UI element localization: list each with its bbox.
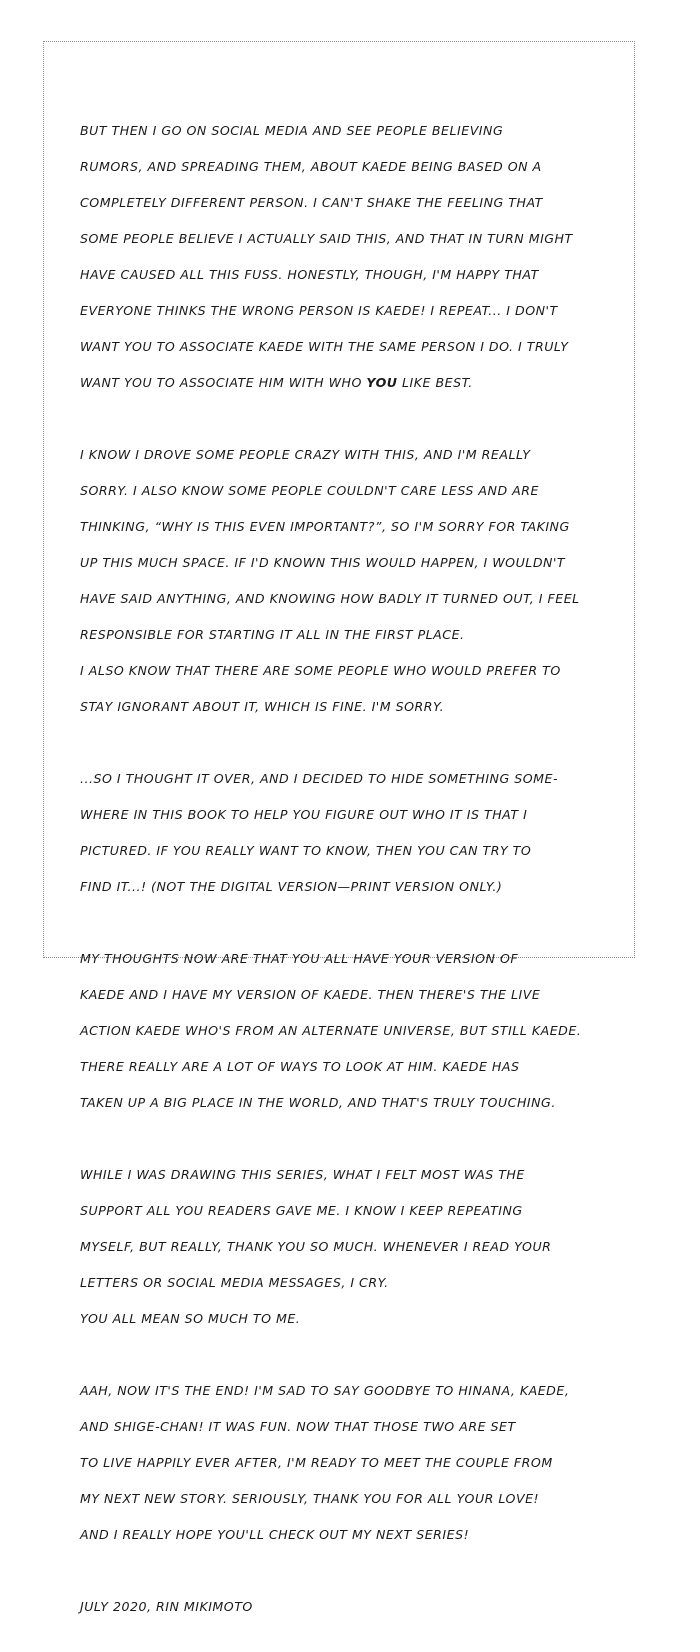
text-line: HAVE CAUSED ALL THIS FUSS. HONESTLY, THOUGH, I'M HAPPY THAT — [80, 267, 539, 282]
text-line: YOU ALL MEAN SO MUCH TO ME. — [80, 1311, 301, 1326]
paragraph-1 — [80, 104, 625, 410]
emphasized-word: YOU — [366, 375, 398, 390]
text-line: ACTION KAEDE WHO'S FROM AN ALTERNATE UNIVERSE, BUT STILL KAEDE. — [80, 1023, 582, 1038]
paragraph-5 — [80, 1148, 625, 1346]
text-line: WANT YOU TO ASSOCIATE KAEDE WITH THE SAME PERSON I DO. I TRULY — [80, 339, 569, 354]
text-line: COMPLETELY DIFFERENT PERSON. I CAN'T SHAKE THE FEELING THAT — [80, 195, 543, 210]
text-line: RESPONSIBLE FOR STARTING IT ALL IN THE FIRST PLACE. — [80, 627, 465, 642]
text-line: THERE REALLY ARE A LOT OF WAYS TO LOOK AT HIM. KAEDE HAS — [80, 1059, 520, 1074]
paragraph-4 — [80, 932, 625, 1130]
text-line: WHERE IN THIS BOOK TO HELP YOU FIGURE OUT WHO IT IS THAT I — [80, 807, 528, 822]
text-line: MY THOUGHTS NOW ARE THAT YOU ALL HAVE YOUR VERSION OF — [80, 951, 519, 966]
text-line: SUPPORT ALL YOU READERS GAVE ME. I KNOW I KEEP REPEATING — [80, 1203, 523, 1218]
text-line: RUMORS, AND SPREADING THEM, ABOUT KAEDE BEING BASED ON A — [80, 159, 542, 174]
text-line: PICTURED. IF YOU REALLY WANT TO KNOW, THEN YOU CAN TRY TO — [80, 843, 532, 858]
text-line: MY NEXT NEW STORY. SERIOUSLY, THANK YOU FOR ALL YOUR LOVE! — [80, 1491, 540, 1506]
text-line: MYSELF, BUT REALLY, THANK YOU SO MUCH. WHENEVER I READ YOUR — [80, 1239, 552, 1254]
text-line: ...SO I THOUGHT IT OVER, AND I DECIDED TO HIDE SOMETHING SOME- — [80, 771, 558, 786]
text-line: EVERYONE THINKS THE WRONG PERSON IS KAEDE! I REPEAT... I DON'T — [80, 303, 558, 318]
text-line: I ALSO KNOW THAT THERE ARE SOME PEOPLE WHO WOULD PREFER TO — [80, 663, 561, 678]
text-line: BUT THEN I GO ON SOCIAL MEDIA AND SEE PEOPLE BELIEVING — [80, 123, 504, 138]
text-line: UP THIS MUCH SPACE. IF I'D KNOWN THIS WOULD HAPPEN, I WOULDN'T — [80, 555, 566, 570]
text-line: KAEDE AND I HAVE MY VERSION OF KAEDE. THEN THERE'S THE LIVE — [80, 987, 541, 1002]
text-segment: LIKE BEST. — [397, 375, 473, 390]
text-line: WHILE I WAS DRAWING THIS SERIES, WHAT I FELT MOST WAS THE — [80, 1167, 525, 1182]
paragraph-2 — [80, 428, 625, 734]
text-line: SOME PEOPLE BELIEVE I ACTUALLY SAID THIS, AND THAT IN TURN MIGHT — [80, 231, 573, 246]
text-line: FIND IT...! (NOT THE DIGITAL VERSION—PRINT VERSION ONLY.) — [80, 879, 503, 894]
text-line: STAY IGNORANT ABOUT IT, WHICH IS FINE. I'M SORRY. — [80, 699, 445, 714]
signature-text: JULY 2020, RIN MIKIMOTO — [80, 1599, 253, 1614]
text-line: TO LIVE HAPPILY EVER AFTER, I'M READY TO MEET THE COUPLE FROM — [80, 1455, 553, 1470]
text-line: AAH, NOW IT'S THE END! I'M SAD TO SAY GOODBYE TO HINANA, KAEDE, — [80, 1383, 570, 1398]
paragraph-6 — [80, 1364, 625, 1562]
text-segment: WANT YOU TO ASSOCIATE HIM WITH WHO — [80, 375, 367, 390]
paragraph-3 — [80, 752, 625, 914]
text-line: I KNOW I DROVE SOME PEOPLE CRAZY WITH THIS, AND I'M REALLY — [80, 447, 531, 462]
text-line — [80, 374, 625, 392]
text-line: AND I REALLY HOPE YOU'LL CHECK OUT MY NEXT SERIES! — [80, 1527, 470, 1542]
text-line: LETTERS OR SOCIAL MEDIA MESSAGES, I CRY. — [80, 1275, 389, 1290]
signature — [80, 1580, 625, 1634]
text-line: AND SHIGE-CHAN! IT WAS FUN. NOW THAT THOSE TWO ARE SET — [80, 1419, 516, 1434]
text-line: THINKING, “WHY IS THIS EVEN IMPORTANT?”, SO I'M SORRY FOR TAKING — [80, 519, 570, 534]
text-line: TAKEN UP A BIG PLACE IN THE WORLD, AND THAT'S TRULY TOUCHING. — [80, 1095, 556, 1110]
text-line: HAVE SAID ANYTHING, AND KNOWING HOW BADLY IT TURNED OUT, I FEEL — [80, 591, 580, 606]
text-line: SORRY. I ALSO KNOW SOME PEOPLE COULDN'T CARE LESS AND ARE — [80, 483, 539, 498]
afterword-letter — [80, 104, 625, 1652]
